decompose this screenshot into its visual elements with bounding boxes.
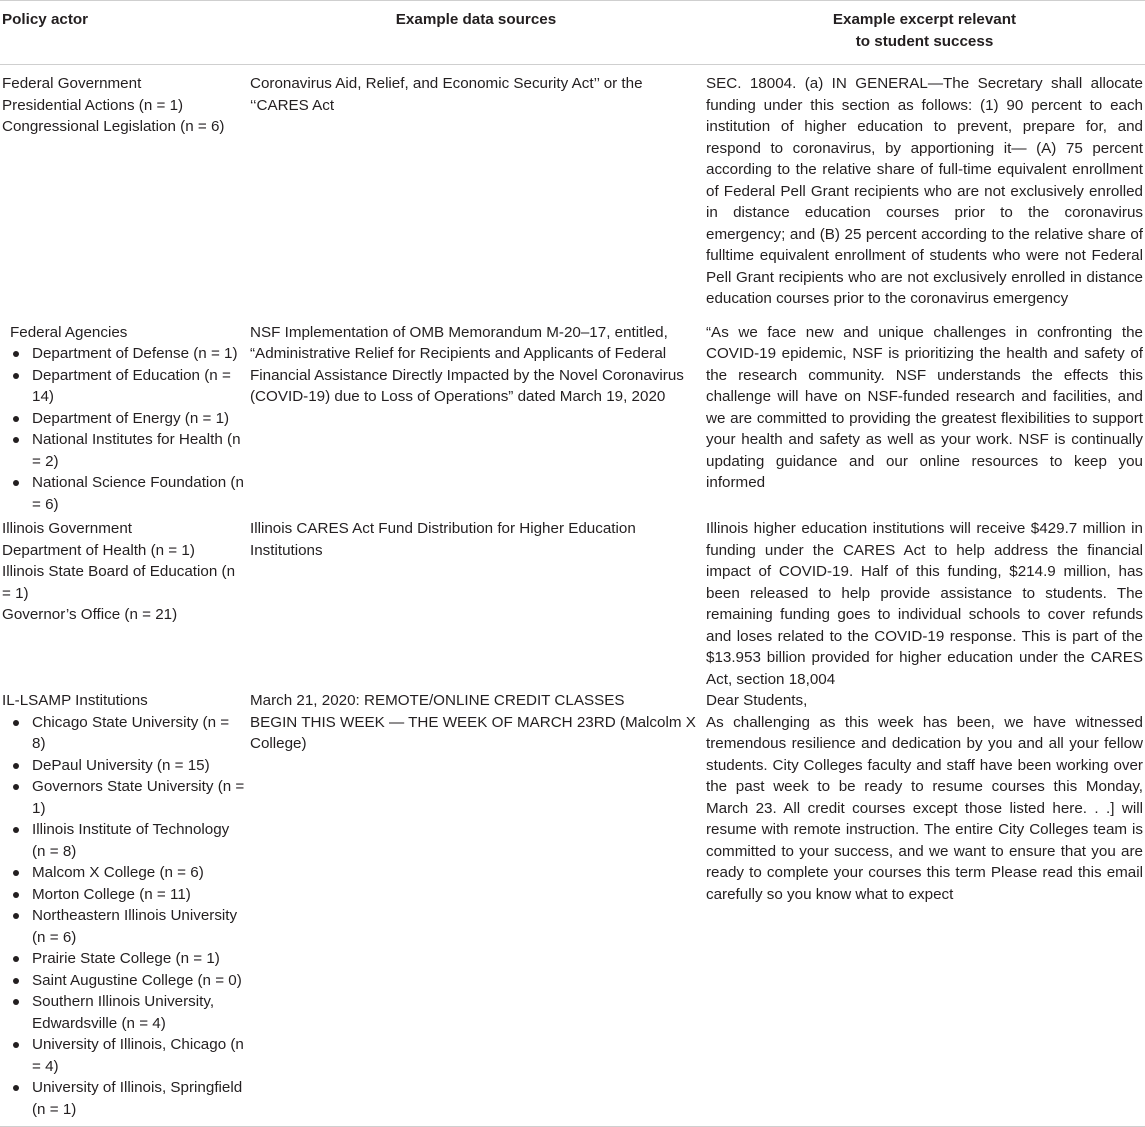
source-line: Financial Assistance Directly Impacted by the Novel Coronavirus (250, 366, 684, 384)
source-line: BEGIN THIS WEEK — THE WEEK OF MARCH 23RD (Malcolm X (250, 713, 696, 731)
source-line: Institutions (250, 541, 323, 559)
excerpt-cell: “As we face new and unique challenges in confronting the COVID-19 epidemic, NSF is prioritizing the health and safety of the research community. NSF understands the effects this challenge will have on NSF-funded research and facilities, and we are committed to providing the greatest flexibilities to support your health and safety as well as your work. NSF is continually updating guidance and our online resources to keep you informed (706, 323, 1143, 491)
data-source-cell (248, 515, 704, 690)
header-data-sources: Example data sources (248, 1, 704, 65)
list-item: Chicago State University (n = 8) (32, 712, 246, 755)
source-line: March 21, 2020: REMOTE/ONLINE CREDIT CLASSES (250, 692, 625, 709)
list-item: University of Illinois, Springfield (n = 1) (32, 1077, 246, 1120)
excerpt-greeting: Dear Students, (706, 692, 808, 709)
header-excerpt (704, 1, 1145, 65)
policy-actor-cell (0, 690, 248, 1127)
data-source-cell (248, 690, 704, 1127)
list-item: Governors State University (n = 1) (32, 776, 246, 819)
list-item: University of Illinois, Chicago (n = 4) (32, 1034, 246, 1077)
source-line: ‘‘CARES Act (250, 96, 335, 114)
actor-title: Federal Agencies (10, 323, 128, 341)
excerpt-body: As challenging as this week has been, we have witnessed tremendous resilience and dedication by you and all your fellow students. City Colleges faculty and staff have been working over the past week to be ready to resume courses this Monday, March 23. All credit courses except those listed here. . .] will resume with remote instruction. The entire City Colleges team is committed to your success, and we want to ensure that you are ready to complete your courses this term Please read this email carefully so you know what to expect (706, 713, 1143, 903)
list-item: Southern Illinois University, Edwardsville (n = 4) (32, 991, 246, 1034)
list-item: National Institutes for Health (n = 2) (32, 429, 246, 472)
excerpt-cell: SEC. 18004. (a) IN GENERAL—The Secretary shall allocate funding under this section as follows: (1) 90 percent to each institution of higher education to prevent, prepare for, and respond to coronavirus, by apportioning it— (A) 75 percent according to the relative share of full-time equivalent enrollment of Federal Pell Grant recipients who are not exclusively enrolled in distance education courses prior to the coronavirus emergency; and (B) 25 percent according to the relative share of fulltime equivalent enrollment of students who were not Federal Pell Grant recipients who are not exclusively enrolled in distance education courses prior to the coronavirus emergency (706, 75, 1143, 307)
list-item: Malcom X College (n = 6) (32, 862, 246, 884)
policy-actor-cell (0, 65, 248, 310)
list-item: DePaul University (n = 15) (32, 755, 246, 777)
list-item: Department of Energy (n = 1) (32, 408, 246, 430)
list-item: Prairie State College (n = 1) (32, 948, 246, 970)
list-item: Morton College (n = 11) (32, 884, 246, 906)
header-excerpt-line-2: to student success (855, 32, 994, 50)
source-line: College) (250, 735, 307, 752)
actor-title: Federal Government (2, 75, 142, 92)
header-policy-actor: Policy actor (0, 1, 248, 65)
actor-line: Illinois State Board of Education (n = 1) (2, 563, 236, 602)
header-excerpt-line-1: Example excerpt relevant (832, 11, 1017, 28)
table-row (0, 690, 1145, 1127)
source-line: “Administrative Relief for Recipients and Applicants of Federal (250, 345, 667, 362)
list-item: Department of Education (n = 14) (32, 365, 246, 408)
list-item: Department of Defense (n = 1) (32, 343, 246, 365)
actor-line: Governor’s Office (n = 21) (2, 606, 178, 623)
table-row (0, 65, 1145, 310)
list-item: National Science Foundation (n = 6) (32, 472, 246, 515)
table-row (0, 310, 1145, 516)
actor-line: Presidential Actions (n = 1) (2, 96, 184, 114)
data-source-cell (248, 310, 704, 516)
agency-list (2, 343, 246, 515)
list-item: Illinois Institute of Technology (n = 8) (32, 819, 246, 862)
policy-actor-cell (0, 515, 248, 690)
source-line: (COVID-19) due to Loss of Operations” dated March 19, 2020 (250, 388, 666, 405)
excerpt-cell: Illinois higher education institutions will receive $429.7 million in funding under the CARES Act to help address the financial impact of COVID-19. Half of this funding, $214.9 million, has been released to help provide assistance to students. The remaining funding goes to individual schools to cover refunds and loses related to the COVID-19 response. This is part of the $13.953 billion provided for higher education under the CARES Act, section 18,004 (706, 520, 1143, 688)
institution-list (2, 712, 246, 1121)
source-line: Illinois CARES Act Fund Distribution for Higher Education (250, 520, 636, 537)
actor-line: Department of Health (n = 1) (2, 541, 195, 559)
table-row (0, 515, 1145, 690)
actor-title: IL-LSAMP Institutions (2, 692, 148, 709)
table-header-row (0, 1, 1145, 65)
actor-title: Illinois Government (2, 520, 132, 537)
list-item: Saint Augustine College (n = 0) (32, 970, 246, 992)
actor-line: Congressional Legislation (n = 6) (2, 118, 225, 135)
source-line: Coronavirus Aid, Relief, and Economic Security Act’’ or the (250, 75, 643, 92)
list-item: Northeastern Illinois University (n = 6) (32, 905, 246, 948)
policy-actor-cell (0, 310, 248, 516)
data-source-cell (248, 65, 704, 310)
source-line: NSF Implementation of OMB Memorandum M-20–17, entitled, (250, 323, 668, 341)
excerpt-cell (704, 690, 1145, 1127)
